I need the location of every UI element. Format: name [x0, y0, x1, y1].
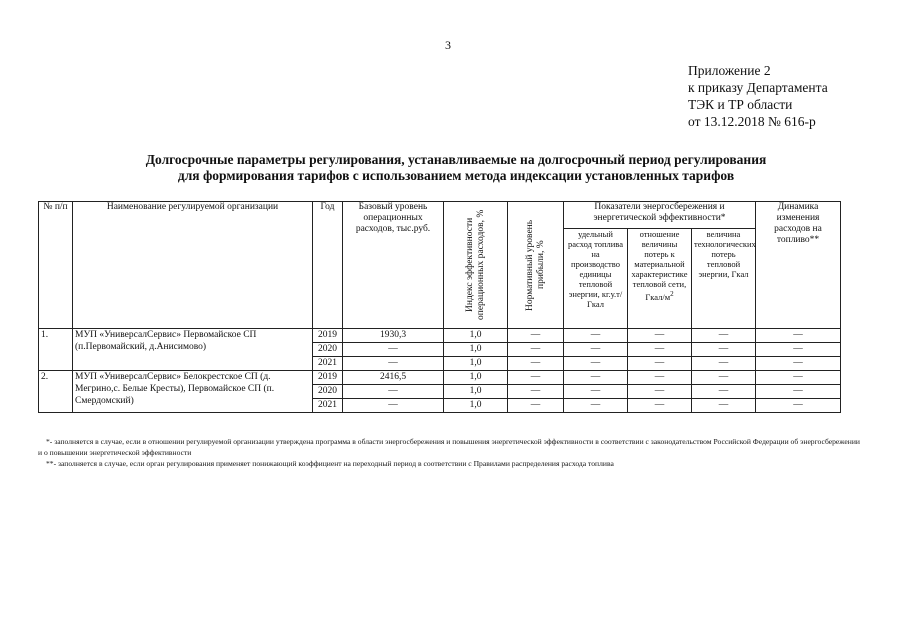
header-energy-sub3: величина технологических потерь тепловой энергии, Гкал — [692, 229, 756, 329]
cell-e1: — — [564, 329, 628, 343]
title-line: для формирования тарифов с использованием метода индексации установленных тарифов — [177, 168, 735, 183]
appendix-line: Приложение 2 — [688, 63, 771, 78]
appendix-line: от 13.12.2018 № 616-р — [688, 114, 816, 129]
org-name: МУП «УниверсалСервис» Первомайское СП (п.Первомайский, д.Анисимово) — [73, 329, 313, 371]
cell-e2: — — [628, 385, 692, 399]
cell-year: 2019 — [313, 371, 343, 385]
header-num: № п/п — [39, 202, 73, 329]
header-profit-level-text: Нормативный уровень прибыли, % — [524, 219, 546, 311]
cell-base: 1930,3 — [343, 329, 444, 343]
header-energy-sub1: удельный расход топлива на производство единицы тепловой энергии, кг.у.т/Гкал — [564, 229, 628, 329]
cell-e3: — — [692, 399, 756, 413]
cell-year: 2021 — [313, 399, 343, 413]
table-row — [39, 371, 841, 385]
header-energy-group: Показатели энергосбережения и энергетической эффективности* — [564, 202, 756, 229]
cell-index: 1,0 — [444, 357, 508, 371]
footnote-2: **- заполняется в случае, если орган регулирования применяет понижающий коэффициент на переходный период в соответствии с Правилами распределения расхода топлива — [46, 459, 614, 468]
cell-fuel: — — [756, 357, 841, 371]
page-number: 3 — [445, 38, 451, 52]
cell-fuel: — — [756, 385, 841, 399]
cell-index: 1,0 — [444, 399, 508, 413]
cell-e1: — — [564, 399, 628, 413]
cell-profit: — — [508, 371, 564, 385]
cell-index: 1,0 — [444, 371, 508, 385]
org-num: 1. — [39, 329, 73, 371]
cell-year: 2020 — [313, 385, 343, 399]
cell-year: 2019 — [313, 329, 343, 343]
cell-index: 1,0 — [444, 385, 508, 399]
org-name: МУП «УниверсалСервис» Белокрестское СП (д. Мегрино,с. Белые Кресты), Первомайское СП (п. Смердомский) — [73, 371, 313, 413]
header-base-level: Базовый уровень операционных расходов, тыс.руб. — [343, 202, 444, 329]
appendix-line: ТЭК и ТР области — [688, 97, 793, 112]
header-efficiency-index — [444, 202, 508, 329]
cell-e2: — — [628, 357, 692, 371]
cell-base: — — [343, 357, 444, 371]
header-org: Наименование регулируемой организации — [73, 202, 313, 329]
document-title — [100, 152, 812, 184]
cell-e3: — — [692, 343, 756, 357]
cell-e2: — — [628, 399, 692, 413]
cell-fuel: — — [756, 343, 841, 357]
cell-base: — — [343, 343, 444, 357]
cell-e1: — — [564, 385, 628, 399]
cell-base: — — [343, 385, 444, 399]
cell-fuel: — — [756, 329, 841, 343]
cell-e2: — — [628, 343, 692, 357]
appendix-block — [688, 62, 828, 130]
header-energy-sub2 — [628, 229, 692, 329]
cell-base: — — [343, 399, 444, 413]
cell-year: 2021 — [313, 357, 343, 371]
cell-e2: — — [628, 329, 692, 343]
cell-e1: — — [564, 343, 628, 357]
header-energy-sub2-text: отношение величины потерь к материальной характеристике тепловой сети, Гкал/м — [631, 229, 688, 302]
cell-year: 2020 — [313, 343, 343, 357]
cell-e1: — — [564, 371, 628, 385]
cell-e2: — — [628, 371, 692, 385]
parameters-table — [38, 201, 841, 413]
cell-e3: — — [692, 371, 756, 385]
cell-e3: — — [692, 357, 756, 371]
header-fuel-dynamics: Динамика изменения расходов на топливо** — [756, 202, 841, 329]
cell-index: 1,0 — [444, 329, 508, 343]
title-line: Долгосрочные параметры регулирования, устанавливаемые на долгосрочный период регулирования — [145, 152, 767, 167]
org-num: 2. — [39, 371, 73, 413]
appendix-line: к приказу Департамента — [688, 80, 828, 95]
cell-fuel: — — [756, 399, 841, 413]
header-year: Год — [313, 202, 343, 329]
header-energy-sub2-sup: 2 — [670, 290, 674, 298]
cell-index: 1,0 — [444, 343, 508, 357]
footnote-1: *- заполняется в случае, если в отношении регулируемой организации утверждена программа в области энергосбережения и повышения энергетической эффективности в соответствии с законодательством Российской Федерации об энергосбережении и о повышении энергетической эффективности — [38, 437, 860, 457]
cell-profit: — — [508, 343, 564, 357]
header-profit-level — [508, 202, 564, 329]
cell-profit: — — [508, 385, 564, 399]
table-row — [39, 329, 841, 343]
cell-base: 2416,5 — [343, 371, 444, 385]
footnotes — [38, 436, 860, 469]
cell-e3: — — [692, 385, 756, 399]
header-efficiency-index-text: Индекс эффективности операционных расходов, % — [464, 209, 486, 321]
cell-profit: — — [508, 329, 564, 343]
cell-e3: — — [692, 329, 756, 343]
cell-fuel: — — [756, 371, 841, 385]
cell-profit: — — [508, 399, 564, 413]
cell-e1: — — [564, 357, 628, 371]
cell-profit: — — [508, 357, 564, 371]
